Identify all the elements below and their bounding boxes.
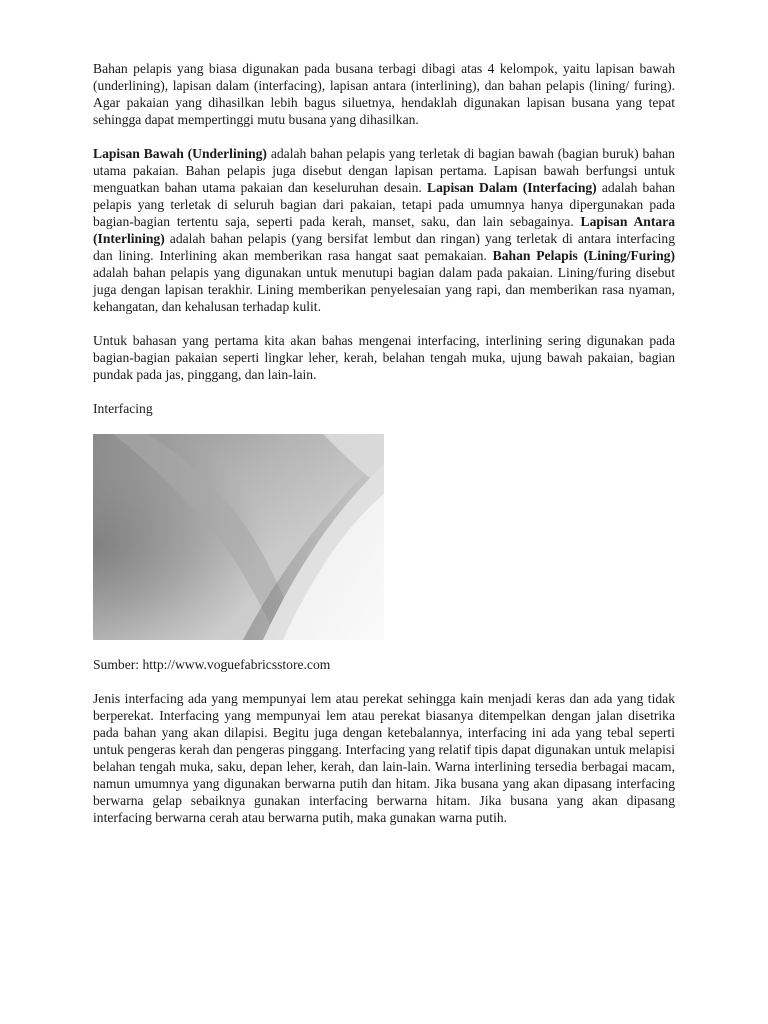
term-lining: Bahan Pelapis (Lining/Furing) <box>492 248 675 263</box>
definition-underlining: adalah bahan pelapis yang terletak di bagian bawah (bagian buruk) bahan utama pakaian. Bahan pelapis juga disebut dengan lapisan pertama. Lapisan bawah berfungsi untuk menguatkan bahan utama pakaian dan keseluruhan desain. <box>93 146 675 195</box>
definition-interlining: adalah bahan pelapis (yang bersifat lembut dan ringan) yang terletak di antara interfacing dan lining. Interlining akan memberikan rasa hangat saat pemakaian. <box>93 231 675 263</box>
section-heading-interfacing: Interfacing <box>93 401 153 416</box>
usage-paragraph: Untuk bahasan yang pertama kita akan bahas mengenai interfacing, interlining sering digunakan pada bagian-bagian pakaian seperti lingkar leher, kerah, belahan tengah muka, ujung bawah pakaian, bagian pundak pada jas, pinggang, dan lain-lain. <box>93 333 675 382</box>
definition-lining: adalah bahan pelapis yang digunakan untuk menutupi bagian dalam pada pakaian. Lining/furing disebut juga dengan lapisan terakhir. Lining memberikan penyelesaian yang rapi, dan memberikan rasa nyaman, kehangatan, dan kehalusan terhadap kulit. <box>93 265 675 314</box>
term-underlining: Lapisan Bawah (Underlining) <box>93 146 267 161</box>
term-interfacing: Lapisan Dalam (Interfacing) <box>427 180 597 195</box>
intro-paragraph: Bahan pelapis yang biasa digunakan pada busana terbagi dibagi atas 4 kelompok, yaitu lapisan bawah (underlining), lapisan dalam (interfacing), lapisan antara (interlining), dan bahan pelapis (lining/ furing). Agar pakaian yang dihasilkan lebih bagus siluetnya, hendaklah digunakan lapisan busana yang tepat sehingga dapat mempertinggi mutu busana yang dihasilkan. <box>93 61 675 127</box>
definition-interfacing: adalah bahan pelapis yang terletak di seluruh bagian dari pakaian, tetapi pada umumnya hanya dipergunakan pada bagian-bagian tertentu saja, seperti pada kerah, manset, saku, dan lain sebagainya. <box>93 180 675 229</box>
fabric-photo <box>93 434 384 640</box>
definitions-paragraph <box>93 145 675 315</box>
image-source-caption: Sumber: http://www.voguefabricsstore.com <box>93 657 331 672</box>
term-interlining: Lapisan Antara (Interlining) <box>93 214 675 246</box>
interfacing-types-paragraph: Jenis interfacing ada yang mempunyai lem atau perekat sehingga kain menjadi keras dan ada yang tidak berperekat. Interfacing yang mempunyai lem atau perekat biasanya ditempelkan dengan jalan disetrika pada bahan yang akan dilapisi. Begitu juga dengan ketebalannya, interfacing ini ada yang tebal seperti untuk pengeras kerah dan pengeras pinggang. Interfacing yang relatif tipis dapat digunakan untuk melapisi belahan tengah muka, saku, depan leher, kerah, dan lain-lain. Warna interlining tersedia berbagai macam, namun umumnya yang digunakan berwarna putih dan hitam. Jika busana yang akan dipasang interfacing berwarna gelap sebaiknya gunakan interfacing berwarna hitam. Jika busana yang akan dipasang interfacing berwarna cerah atau berwarna putih, maka gunakan warna putih. <box>93 691 675 825</box>
document-page <box>93 60 675 826</box>
